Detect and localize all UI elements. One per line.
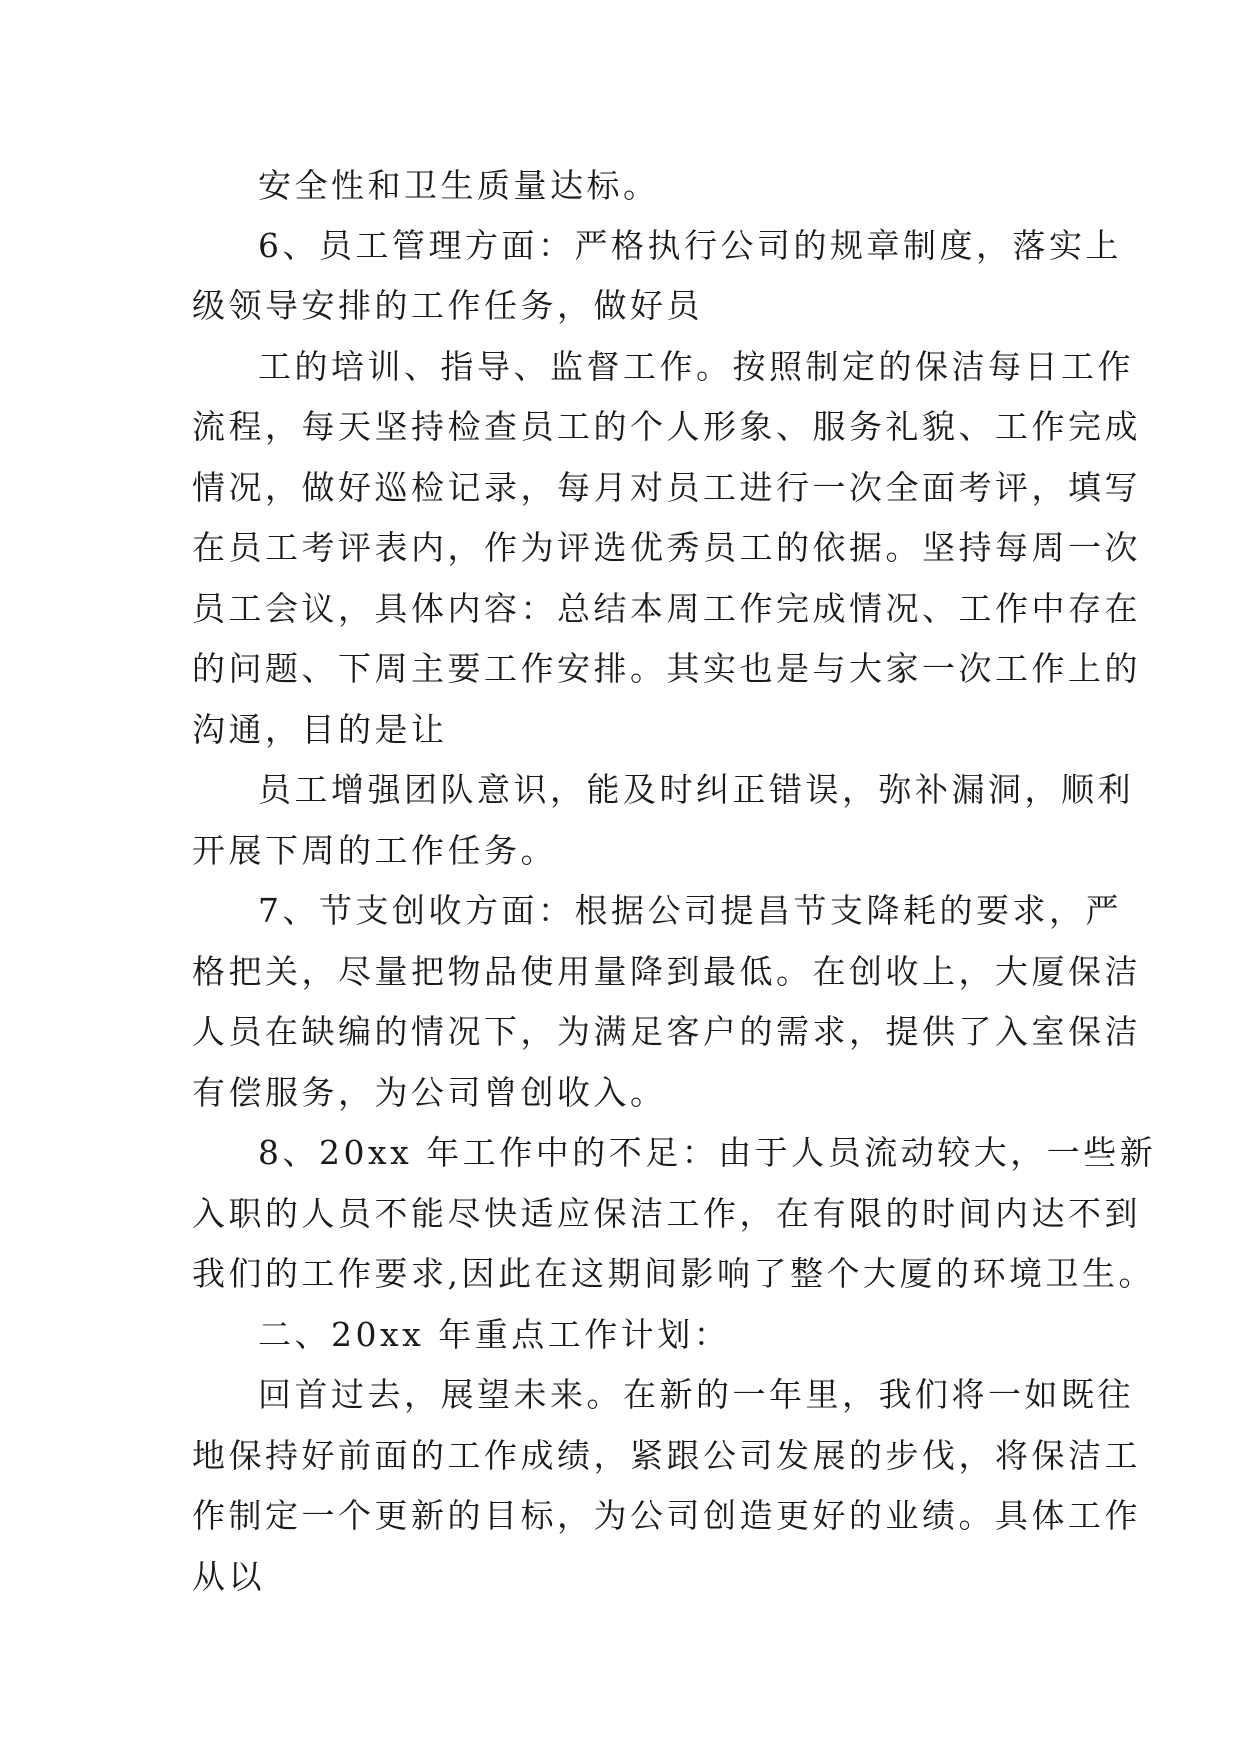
text-line: 的问题、下周主要工作安排。其实也是与大家一次工作上的 (192, 649, 1141, 688)
text-line: 入职的人员不能尽快适应保洁工作，在有限的时间内达不到 (192, 1194, 1141, 1233)
text-line: 员工增强团队意识，能及时纠正错误，弥补漏洞，顺利 (258, 770, 1134, 809)
text-line: 地保持好前面的工作成绩，紧跟公司发展的步伐，将保洁工 (192, 1436, 1141, 1475)
text-line: 有偿服务，为公司曾创收入。 (192, 1073, 667, 1112)
text-line: 从以 (192, 1557, 265, 1596)
text-line: 在员工考评表内，作为评选优秀员工的依据。坚持每周一次 (192, 528, 1141, 567)
text-line: 回首过去，展望未来。在新的一年里，我们将一如既往 (258, 1375, 1134, 1414)
text-line: 6、员工管理方面：严格执行公司的规章制度，落实上 (258, 226, 1122, 265)
text-line: 8、20xx 年工作中的不足：由于人员流动较大，一些新 (258, 1133, 1157, 1172)
text-line: 工的培训、指导、监督工作。按照制定的保洁每日工作 (258, 347, 1134, 386)
text-line: 沟通，目的是让 (192, 710, 448, 749)
text-line: 级领导安排的工作任务，做好员 (192, 286, 703, 325)
section-heading: 二、20xx 年重点工作计划： (258, 1315, 731, 1354)
text-line: 安全性和卫生质量达标。 (258, 166, 660, 205)
text-line: 员工会议，具体内容：总结本周工作完成情况、工作中存在 (192, 589, 1141, 628)
text-line: 流程，每天坚持检查员工的个人形象、服务礼貌、工作完成 (192, 407, 1141, 446)
text-line: 作制定一个更新的目标，为公司创造更好的业绩。具体工作 (192, 1496, 1141, 1535)
text-line: 情况，做好巡检记录，每月对员工进行一次全面考评，填写 (192, 468, 1141, 507)
text-line: 格把关，尽量把物品使用量降到最低。在创收上，大厦保洁 (192, 952, 1141, 991)
text-line: 开展下周的工作任务。 (192, 831, 557, 870)
text-line: 人员在缺编的情况下，为满足客户的需求，提供了入室保洁 (192, 1012, 1141, 1051)
text-line: 我们的工作要求,因此在这期间影响了整个大厦的环境卫生。 (192, 1254, 1155, 1293)
text-line: 7、节支创收方面：根据公司提昌节支降耗的要求，严 (258, 891, 1122, 930)
